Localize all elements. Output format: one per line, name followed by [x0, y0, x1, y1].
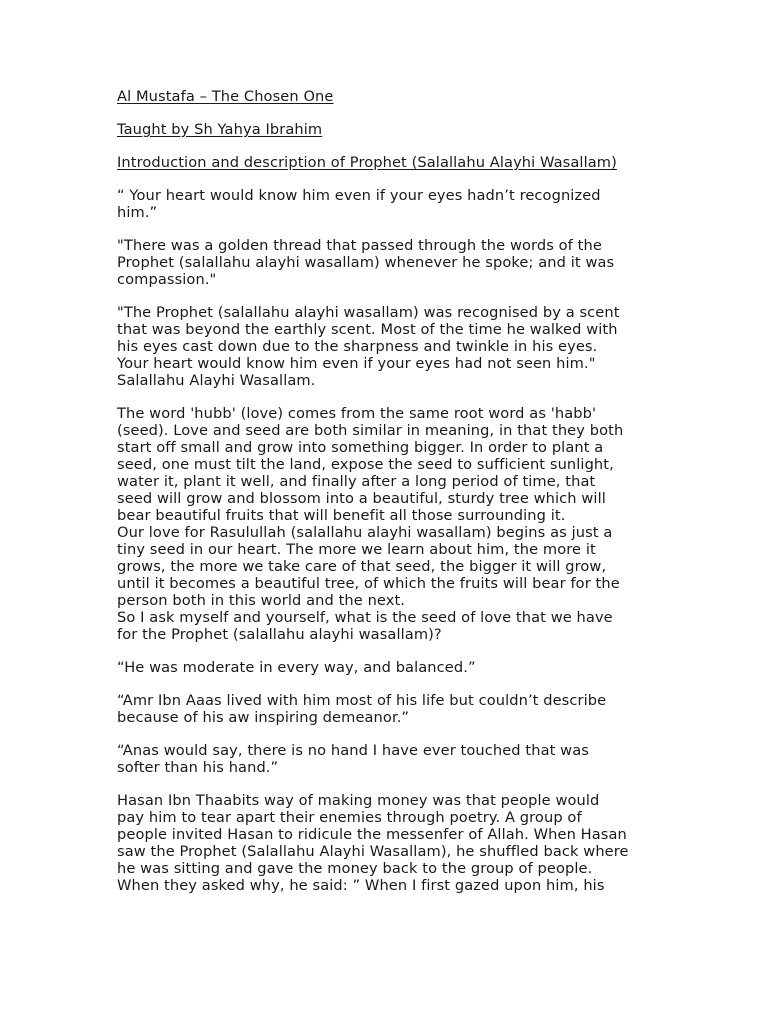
text-line: for the Prophet (salallahu alayhi wasallam)?: [117, 626, 442, 643]
text-line: So I ask myself and yourself, what is the seed of love that we have: [117, 609, 613, 626]
text-line: The word 'hubb' (love) comes from the same root word as 'habb': [117, 405, 597, 422]
text-line: "The Prophet (salallahu alayhi wasallam) was recognised by a scent: [117, 304, 620, 321]
section-heading: [117, 154, 657, 171]
quote-paragraph: [117, 659, 657, 676]
text-line: “ Your heart would know him even if your eyes hadn’t recognized: [117, 187, 601, 204]
document-title-text: Al Mustafa – The Chosen One: [117, 88, 334, 105]
teacher-line: [117, 121, 657, 138]
text-line: seed will grow and blossom into a beautiful, sturdy tree which will: [117, 490, 606, 507]
document-body: [117, 88, 657, 894]
text-line: his eyes cast down due to the sharpness and twinkle in his eyes.: [117, 338, 598, 355]
text-line: seed, one must tilt the land, expose the seed to sufficient sunlight,: [117, 456, 614, 473]
text-line: start off small and grow into something bigger. In order to plant a: [117, 439, 604, 456]
text-line: person both in this world and the next.: [117, 592, 406, 609]
text-line: compassion.": [117, 271, 217, 288]
text-line: Salallahu Alayhi Wasallam.: [117, 372, 316, 389]
text-line: Your heart would know him even if your eyes had not seen him.": [117, 355, 596, 372]
text-line: water it, plant it well, and finally after a long period of time, that: [117, 473, 596, 490]
quote-paragraph: [117, 742, 657, 776]
section-heading-text: Introduction and description of Prophet (Salallahu Alayhi Wasallam): [117, 154, 617, 171]
document-title: [117, 88, 657, 105]
text-line: he was sitting and gave the money back to the group of people.: [117, 860, 593, 877]
text-line: tiny seed in our heart. The more we learn about him, the more it: [117, 541, 596, 558]
text-line: grows, the more we take care of that seed, the bigger it will grow,: [117, 558, 607, 575]
quote-paragraph: [117, 187, 657, 221]
text-line: saw the Prophet (Salallahu Alayhi Wasallam), he shuffled back where: [117, 843, 629, 860]
text-line: because of his aw inspiring demeanor.”: [117, 709, 410, 726]
text-line: that was beyond the earthly scent. Most of the time he walked with: [117, 321, 618, 338]
text-line: “He was moderate in every way, and balanced.”: [117, 659, 476, 676]
text-line: people invited Hasan to ridicule the messenfer of Allah. When Hasan: [117, 826, 627, 843]
text-line: pay him to tear apart their enemies through poetry. A group of: [117, 809, 582, 826]
text-line: "There was a golden thread that passed through the words of the: [117, 237, 602, 254]
text-line: Hasan Ibn Thaabits way of making money was that people would: [117, 792, 600, 809]
teacher-line-text: Taught by Sh Yahya Ibrahim: [117, 121, 323, 138]
text-line: bear beautiful fruits that will benefit all those surrounding it.: [117, 507, 566, 524]
text-line: When they asked why, he said: ” When I first gazed upon him, his: [117, 877, 605, 894]
body-paragraph: [117, 792, 657, 894]
text-line: (seed). Love and seed are both similar in meaning, in that they both: [117, 422, 624, 439]
text-line: Our love for Rasulullah (salallahu alayhi wasallam) begins as just a: [117, 524, 613, 541]
quote-paragraph: [117, 237, 657, 288]
quote-paragraph: [117, 304, 657, 389]
text-line: Prophet (salallahu alayhi wasallam) whenever he spoke; and it was: [117, 254, 615, 271]
quote-paragraph: [117, 692, 657, 726]
text-line: him.”: [117, 204, 158, 221]
text-line: until it becomes a beautiful tree, of which the fruits will bear for the: [117, 575, 620, 592]
text-line: “Anas would say, there is no hand I have ever touched that was: [117, 742, 589, 759]
body-paragraph: [117, 405, 657, 643]
text-line: “Amr Ibn Aaas lived with him most of his life but couldn’t describe: [117, 692, 607, 709]
text-line: softer than his hand.”: [117, 759, 279, 776]
